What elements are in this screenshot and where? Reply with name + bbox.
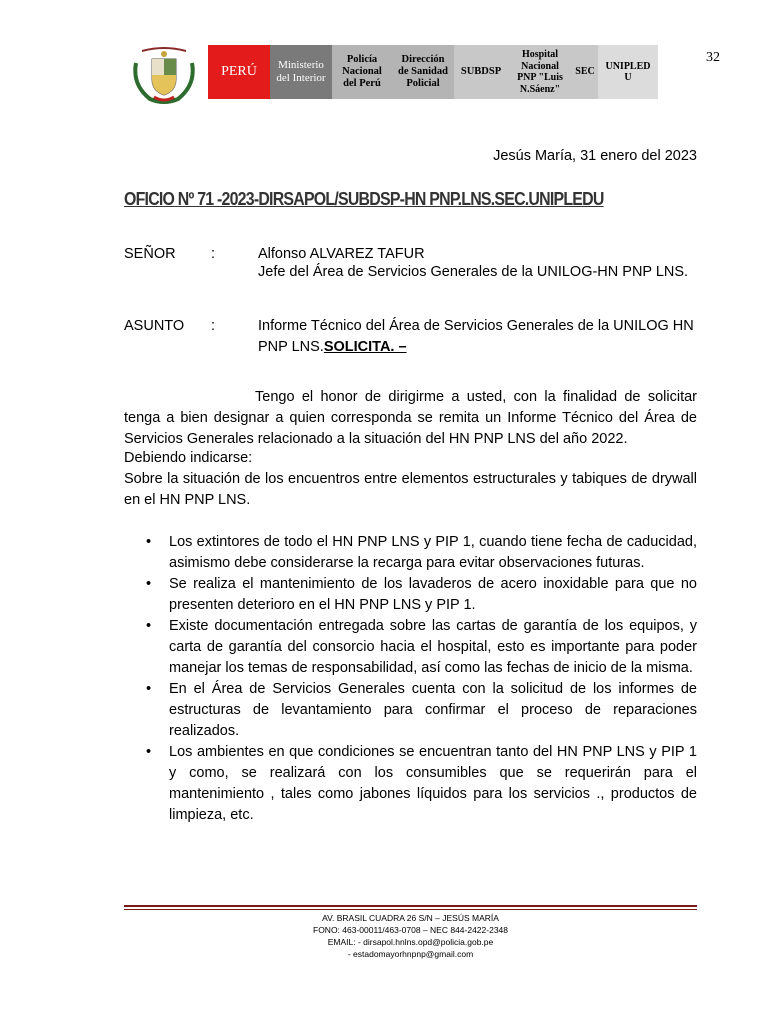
header-hospital: Hospital Nacional PNP "Luis N.Sáenz": [508, 45, 572, 99]
header-ministerio: Ministerio del Interior: [270, 45, 332, 99]
header-peru: PERÚ: [208, 45, 270, 99]
footer-contact: [124, 912, 697, 960]
body-paragraph-2: Debiendo indicarse:: [124, 450, 253, 466]
footer-email-1: EMAIL: - dirsapol.hnlns.opd@policia.gob.pe: [327, 937, 494, 947]
peru-coat-of-arms: [128, 45, 200, 105]
list-item: • En el Área de Servicios Generales cuenta con la solicitud de los informes de estructuras de levantamiento para confirmar el proceso de reparaciones realizados.: [146, 681, 697, 739]
institutional-header: [208, 45, 658, 99]
bullet-list: [144, 532, 697, 826]
asunto-solicita: SOLICITA. –: [323, 339, 407, 355]
senor-label: SEÑOR: [124, 246, 176, 262]
asunto-text: [258, 316, 697, 358]
footer-divider: [124, 905, 697, 907]
footer-address: AV. BRASIL CUADRA 26 S/N – JESÚS MARÍA: [322, 913, 499, 923]
list-item: • Se realiza el mantenimiento de los lavaderos de acero inoxidable para que no presenten deterioro en el HN PNP LNS y PIP 1.: [146, 576, 697, 613]
footer-email-2: - estadomayorhnpnp@gmail.com: [347, 949, 474, 959]
bullet-icon: •: [146, 618, 152, 634]
page-number: 32: [706, 50, 720, 65]
footer-phone: FONO: 463-00011/463-0708 – NEC 844-2422-2348: [313, 925, 508, 935]
recipient-role: Jefe del Área de Servicios Generales de la UNILOG-HN PNP LNS.: [258, 264, 689, 280]
body-paragraph-1: Tengo el honor de dirigirme a usted, con la finalidad de solicitar tenga a bien designar a quien corresponda se remita un Informe Técnico del Área de Servicios Generales relacionado a la situación del HN PNP LNS del año 2022.: [124, 389, 697, 447]
date-line: Jesús María, 31 enero del 2023: [493, 148, 697, 164]
oficio-title: OFICIO Nº 71 -2023-DIRSAPOL/SUBDSP-HN PNP.LNS.SEC.UNIPLEDU: [124, 188, 604, 209]
header-sec: SEC: [572, 45, 598, 99]
footer-divider-thin: [124, 909, 697, 910]
bullet-icon: •: [146, 681, 152, 697]
asunto-colon: :: [211, 318, 216, 334]
asunto-subject: Informe Técnico del Área de Servicios Generales de la UNILOG HN PNP LNS.: [258, 318, 694, 355]
bullet-icon: •: [146, 576, 152, 592]
senor-colon: :: [211, 246, 216, 262]
header-subdsp: SUBDSP: [454, 45, 508, 99]
asunto-label: ASUNTO: [124, 318, 185, 334]
list-item: • Existe documentación entregada sobre las cartas de garantía de los equipos, y carta de garantía del consorcio hacia el hospital, esto es importante para poder manejar los temas de responsabilidad, así como las fechas de inicio de la misma.: [146, 618, 697, 676]
header-direccion: Dirección de Sanidad Policial: [392, 45, 454, 99]
header-policia: Policía Nacional del Perú: [332, 45, 392, 99]
list-item: • Los extintores de todo el HN PNP LNS y PIP 1, cuando tiene fecha de caducidad, asimismo debe considerarse la recarga para evitar observaciones futuras.: [146, 534, 697, 571]
bullet-icon: •: [146, 534, 152, 550]
recipient-name: Alfonso ALVAREZ TAFUR: [258, 246, 425, 262]
bullet-icon: •: [146, 744, 152, 760]
list-item: • Los ambientes en que condiciones se encuentran tanto del HN PNP LNS y PIP 1 y como, se realizará con los consumibles que se requerirán para el mantenimiento , tales como jabones líquidos para los servicios ., productos de limpieza, etc.: [146, 744, 697, 823]
header-unipledu: UNIPLED U: [598, 45, 658, 99]
body-paragraph-3: Sobre la situación de los encuentros entre elementos estructurales y tabiques de drywall en el HN PNP LNS.: [124, 471, 697, 508]
